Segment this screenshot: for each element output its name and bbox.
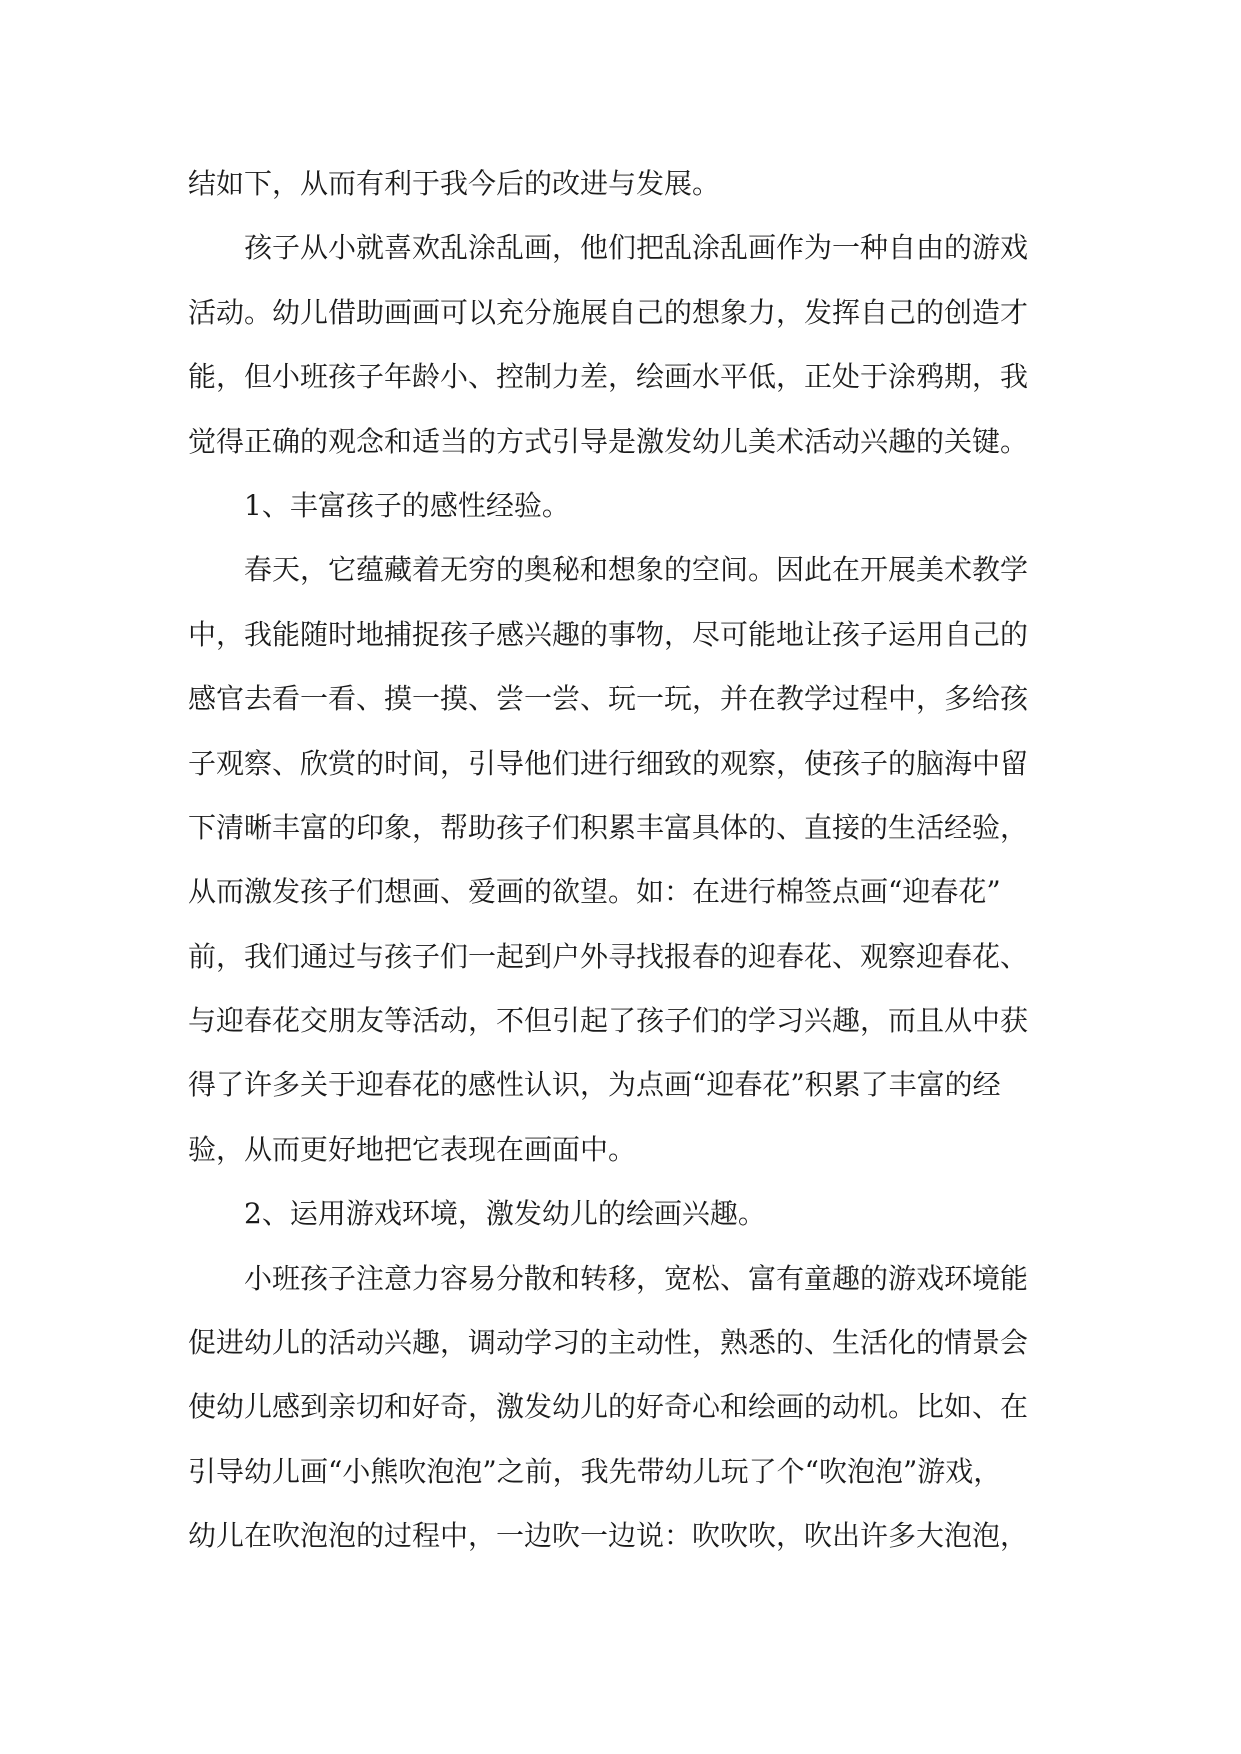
section-heading: 1、丰富孩子的感性经验。 — [244, 488, 570, 522]
text-line: 促进幼儿的活动兴趣，调动学习的主动性，熟悉的、生活化的情景会 — [188, 1326, 1029, 1360]
text-line: 结如下，从而有利于我今后的改进与发展。 — [188, 167, 721, 200]
text-line: 子观察、欣赏的时间，引导他们进行细致的观察，使孩子的脑海中留 — [188, 746, 1029, 780]
text-line: 觉得正确的观念和适当的方式引导是激发幼儿美术活动兴趣的关键。 — [188, 424, 1029, 458]
document-body — [188, 152, 1058, 1569]
text-line: 幼儿在吹泡泡的过程中，一边吹一边说：吹吹吹，吹出许多大泡泡， — [188, 1519, 1029, 1553]
text-line: 前，我们通过与孩子们一起到户外寻找报春的迎春花、观察迎春花、 — [188, 939, 1029, 973]
text-line: 能，但小班孩子年龄小、控制力差，绘画水平低，正处于涂鸦期，我 — [188, 360, 1029, 394]
text-line: 小班孩子注意力容易分散和转移，宽松、富有童趣的游戏环境能 — [244, 1261, 1029, 1295]
text-line: 活动。幼儿借助画画可以充分施展自己的想象力，发挥自己的创造才 — [188, 295, 1029, 329]
text-line: 验，从而更好地把它表现在画面中。 — [188, 1132, 637, 1166]
text-line: 中，我能随时地捕捉孩子感兴趣的事物，尽可能地让孩子运用自己的 — [188, 617, 1029, 651]
text-line: 从而激发孩子们想画、爱画的欲望。如：在进行棉签点画“迎春花” — [188, 875, 1001, 909]
text-line: 与迎春花交朋友等活动，不但引起了孩子们的学习兴趣，而且从中获 — [188, 1004, 1029, 1038]
text-line: 得了许多关于迎春花的感性认识，为点画“迎春花”积累了丰富的经 — [188, 1068, 1001, 1102]
section-heading: 2、运用游戏环境，激发幼儿的绘画兴趣。 — [244, 1197, 766, 1231]
text-line: 引导幼儿画“小熊吹泡泡”之前，我先带幼儿玩了个“吹泡泡”游戏， — [188, 1454, 1002, 1488]
text-line: 感官去看一看、摸一摸、尝一尝、玩一玩，并在教学过程中，多给孩 — [188, 682, 1029, 716]
text-line: 春天，它蕴藏着无穷的奥秘和想象的空间。因此在开展美术教学 — [244, 553, 1029, 587]
text-line: 孩子从小就喜欢乱涂乱画，他们把乱涂乱画作为一种自由的游戏 — [244, 231, 1029, 265]
text-line: 使幼儿感到亲切和好奇，激发幼儿的好奇心和绘画的动机。比如、在 — [188, 1390, 1029, 1424]
text-line: 下清晰丰富的印象，帮助孩子们积累丰富具体的、直接的生活经验， — [188, 810, 1029, 844]
